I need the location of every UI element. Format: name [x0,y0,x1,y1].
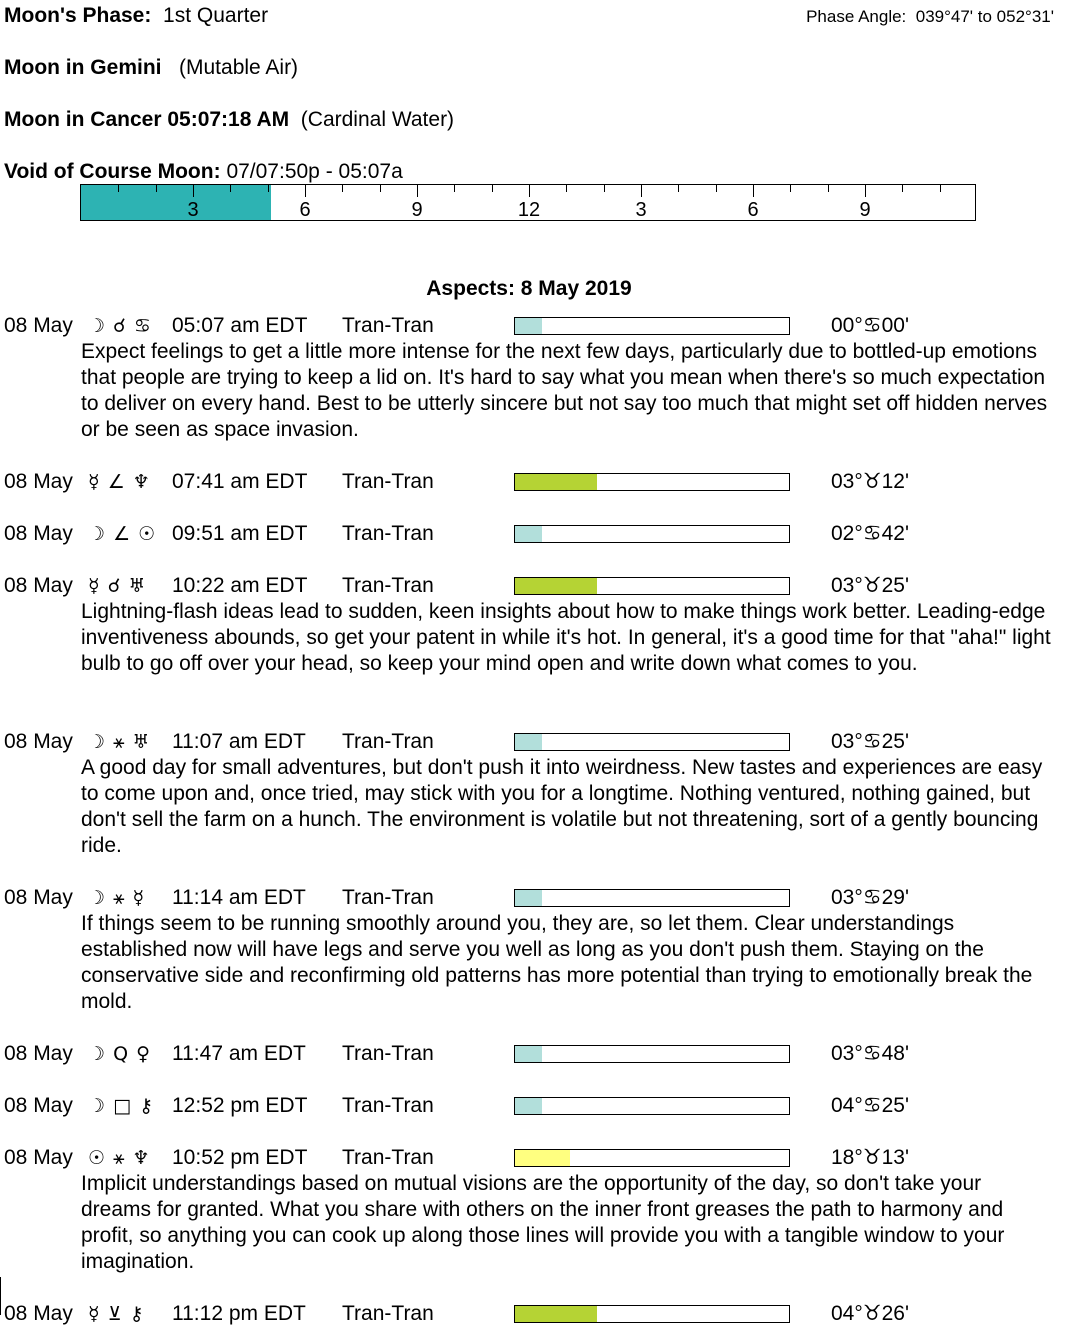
aspect-description: If things seem to be running smoothly around you, they are, so let them. Clear understandings established now will have legs and serve you well as long as you don't push them. Staying on the conservative side and reconfirming old patterns has more potential than trying to emotionally break the mold. [81,912,1033,1013]
aspect-time: 11:47 am EDT [172,1042,306,1065]
aspect-symbols: ☽ ☌ ♋ [88,315,152,337]
aspect-date: 08 May [4,1146,73,1169]
aspect-type: Tran-Tran [342,1094,434,1117]
aspect-strength-fill [515,1306,597,1322]
aspect-date: 08 May [4,314,73,337]
timeline-tick [380,185,381,192]
aspect-strength-fill [515,1046,542,1062]
moon-phase [4,3,268,29]
timeline-tick [305,185,306,197]
aspect-strength-bar [514,577,790,595]
voc-value: 07/07:50p - 05:07a [226,160,403,183]
aspect-type: Tran-Tran [342,886,434,909]
timeline-tick [342,185,343,192]
aspect-time: 11:07 am EDT [172,730,306,753]
aspect-date: 08 May [4,1094,73,1117]
aspect-type: Tran-Tran [342,470,434,493]
timeline-tick [268,185,269,192]
aspects-title: Aspects: 8 May 2019 [426,277,632,300]
aspect-strength-bar [514,1305,790,1323]
aspect-strength-fill [515,1150,570,1166]
aspect-position: 04°♉26' [831,1302,909,1325]
aspect-time: 10:52 pm EDT [172,1146,308,1169]
aspect-strength-bar [514,733,790,751]
aspect-strength-bar [514,889,790,907]
aspect-strength-fill [515,526,542,542]
aspect-symbols: ☿ ⊻ ⚷ [88,1303,145,1325]
aspect-position: 00°♋00' [831,314,909,337]
timeline-tick [790,185,791,192]
aspect-symbols: ☉ ⚹ ♆ [88,1147,151,1169]
timeline-label: 12 [517,199,541,221]
aspect-time: 05:07 am EDT [172,314,308,337]
aspect-date: 08 May [4,730,73,753]
aspect-strength-bar [514,525,790,543]
aspect-strength-bar [514,317,790,335]
phase-angle [806,6,1054,28]
phase-angle-label: Phase Angle: [806,7,907,26]
phase-angle-value: 039°47' to 052°31' [915,7,1054,26]
aspect-time: 10:22 am EDT [172,574,308,597]
aspect-position: 03°♋25' [831,730,909,753]
aspect-symbols: ☿ ∠ ♆ [88,471,151,493]
moon-sign-1-name: Moon in Gemini [4,56,162,79]
timeline-tick [454,185,455,192]
aspect-strength-bar [514,1097,790,1115]
moon-phase-label: Moon's Phase: [4,4,152,27]
timeline-tick [940,185,941,192]
aspect-strength-fill [515,474,597,490]
aspect-type: Tran-Tran [342,522,434,545]
aspect-time: 11:12 pm EDT [172,1302,306,1325]
timeline-tick [230,185,231,192]
timeline-tick [865,185,866,197]
aspect-type: Tran-Tran [342,1302,434,1325]
aspect-time: 12:52 pm EDT [172,1094,308,1117]
timeline-tick [678,185,679,192]
timeline-tick [902,185,903,192]
aspect-type: Tran-Tran [342,1146,434,1169]
timeline-tick [753,185,754,197]
aspect-time: 07:41 am EDT [172,470,308,493]
timeline-tick [828,185,829,192]
moon-sign-1 [4,55,298,81]
aspect-type: Tran-Tran [342,314,434,337]
aspect-date: 08 May [4,886,73,909]
aspect-time: 11:14 am EDT [172,886,306,909]
timeline-tick [566,185,567,192]
timeline-tick [641,185,642,197]
aspect-date: 08 May [4,522,73,545]
aspect-position: 02°♋42' [831,522,909,545]
aspect-position: 04°♋25' [831,1094,909,1117]
aspect-strength-fill [515,734,542,750]
timeline-label: 9 [411,199,423,221]
aspect-strength-fill [515,1098,542,1114]
aspect-strength-bar [514,1149,790,1167]
aspect-type: Tran-Tran [342,730,434,753]
aspect-strength-bar [514,1045,790,1063]
void-of-course [4,159,403,185]
aspect-position: 03°♉12' [831,470,909,493]
timeline-tick [604,185,605,192]
aspect-symbols: ☿ ☌ ♅ [88,575,147,597]
aspect-strength-fill [515,890,542,906]
aspect-date: 08 May [4,470,73,493]
aspect-type: Tran-Tran [342,574,434,597]
timeline-label: 3 [187,199,199,221]
aspect-position: 18°♉13' [831,1146,909,1169]
aspect-strength-fill [515,318,542,334]
aspect-type: Tran-Tran [342,1042,434,1065]
timeline-label: 6 [299,199,311,221]
moon-phase-value: 1st Quarter [163,4,269,27]
timeline-label: 6 [747,199,759,221]
timeline-label: 3 [635,199,647,221]
timeline-tick [118,185,119,192]
void-period-fill [81,185,271,220]
moon-sign-1-quality: (Mutable Air) [179,56,299,79]
moon-sign-2-quality: (Cardinal Water) [300,108,455,131]
moon-sign-2-name: Moon in Cancer 05:07:18 AM [4,108,290,131]
aspect-description: Implicit understandings based on mutual visions are the opportunity of the day, so don't take your dreams for granted. What you share with others on the inner front greases the path to harmony and profit, so anything you can cook up along those lines will provide you with a tangible window to your imagination. [81,1172,1005,1273]
aspect-time: 09:51 am EDT [172,522,308,545]
aspect-position: 03°♉25' [831,574,909,597]
timeline-tick [492,185,493,192]
aspect-symbols: ☽ ∠ ☉ [88,523,157,545]
left-edge-line [0,1277,1,1315]
timeline-label: 9 [859,199,871,221]
void-of-course-timeline [80,184,976,221]
aspect-date: 08 May [4,1042,73,1065]
timeline-tick [716,185,717,192]
timeline-tick [193,185,194,197]
voc-label: Void of Course Moon: [4,160,221,183]
aspect-symbols: ☽ Q ♀ [88,1043,151,1065]
aspect-strength-fill [515,578,597,594]
timeline-tick [417,185,418,197]
timeline-tick [529,185,530,197]
aspect-strength-bar [514,473,790,491]
aspect-position: 03°♋48' [831,1042,909,1065]
aspect-description: A good day for small adventures, but don't push it into weirdness. New tastes and experiences are easy to come upon and, once tried, may stick with you for a longtime. Nothing ventured, nothing gained, but don't sell the farm on a hunch. The environment is volatile but not threatening, sort of a gently bouncing ride. [81,756,1043,857]
moon-sign-2 [4,107,454,133]
aspect-date: 08 May [4,574,73,597]
aspect-description: Expect feelings to get a little more intense for the next few days, particularly due to bottled-up emotions that people are trying to keep a lid on. It's hard to say what you mean when there's so much expectation to deliver on every hand. Best to be utterly sincere but not say too much that might set off hidden nerves or be seen as space invasion. [81,340,1048,441]
aspect-symbols: ☽ ⚹ ☿ [88,887,146,909]
aspect-position: 03°♋29' [831,886,909,909]
aspect-date: 08 May [4,1302,73,1325]
aspect-symbols: ☽ ⚹ ♅ [88,731,151,753]
aspect-description: Lightning-flash ideas lead to sudden, keen insights about how to make things work better. Leading-edge inventiveness abounds, so get your patent in while it's hot. In general, it's a good time for that "aha!" light bulb to go off over your head, so keep your mind open and write down what comes to you. [81,600,1051,675]
aspect-symbols: ☽ □ ⚷ [88,1095,154,1117]
timeline-tick [156,185,157,192]
